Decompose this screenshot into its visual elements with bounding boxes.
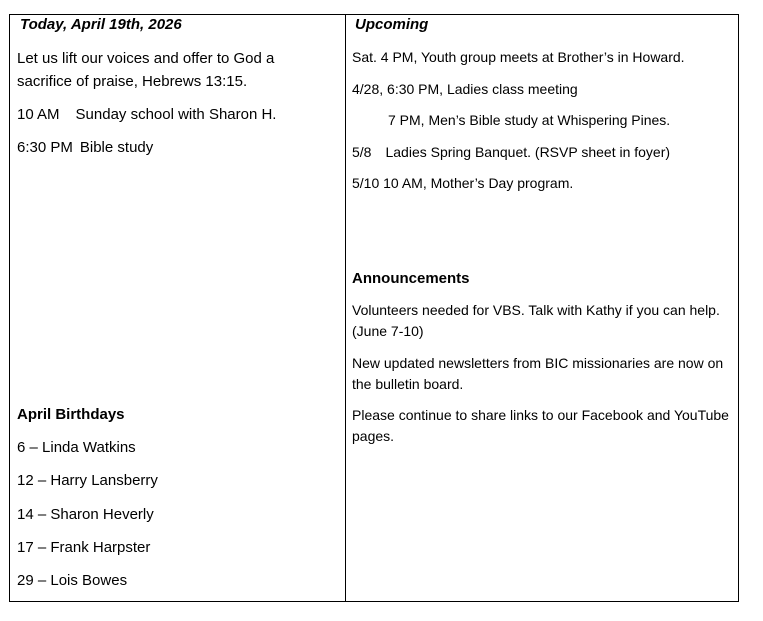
- schedule-event: Bible study: [79, 139, 154, 156]
- announcements-heading: Announcements: [352, 270, 470, 287]
- upcoming-item-banquet: [352, 142, 670, 163]
- birthday-item: 29 – Lois Bowes: [17, 572, 128, 589]
- today-heading: Today, April 19th, 2026: [20, 16, 182, 33]
- birthdays-heading: April Birthdays: [17, 406, 125, 423]
- schedule-event: Sunday school with Sharon H.: [75, 106, 277, 123]
- announcement-line: Please continue to share links to our Facebook and YouTube: [352, 407, 729, 423]
- birthday-item: 17 – Frank Harpster: [17, 539, 151, 556]
- column-divider: [345, 15, 346, 601]
- birthday-item: 14 – Sharon Heverly: [17, 506, 154, 523]
- announcement-line: Volunteers needed for VBS. Talk with Kathy if you can help.: [352, 302, 720, 318]
- verse-line-1: Let us lift our voices and offer to God a: [17, 50, 275, 67]
- schedule-time: 10 AM: [17, 106, 60, 123]
- upcoming-item: Sat. 4 PM, Youth group meets at Brother’s in Howard.: [352, 49, 685, 65]
- birthday-item: 6 – Linda Watkins: [17, 439, 136, 456]
- upcoming-date: 5/8: [352, 144, 372, 160]
- upcoming-event: Ladies Spring Banquet. (RSVP sheet in foyer): [385, 144, 671, 160]
- verse-line-2: sacrifice of praise, Hebrews 13:15.: [17, 73, 248, 90]
- upcoming-item: 7 PM, Men’s Bible study at Whispering Pines.: [388, 112, 671, 128]
- announcement-line: pages.: [352, 428, 395, 444]
- upcoming-item: 4/28, 6:30 PM, Ladies class meeting: [352, 81, 578, 97]
- announcement-line: New updated newsletters from BIC missionaries are now on: [352, 355, 724, 371]
- birthday-item: 12 – Harry Lansberry: [17, 472, 158, 489]
- schedule-item-bible-study: [17, 136, 153, 159]
- announcement-line: (June 7-10): [352, 323, 424, 339]
- announcement-line: the bulletin board.: [352, 376, 464, 392]
- upcoming-heading: Upcoming: [355, 16, 429, 33]
- schedule-time: 6:30 PM: [17, 139, 73, 156]
- schedule-item-sunday-school: [17, 103, 276, 126]
- upcoming-item: 5/10 10 AM, Mother’s Day program.: [352, 175, 574, 191]
